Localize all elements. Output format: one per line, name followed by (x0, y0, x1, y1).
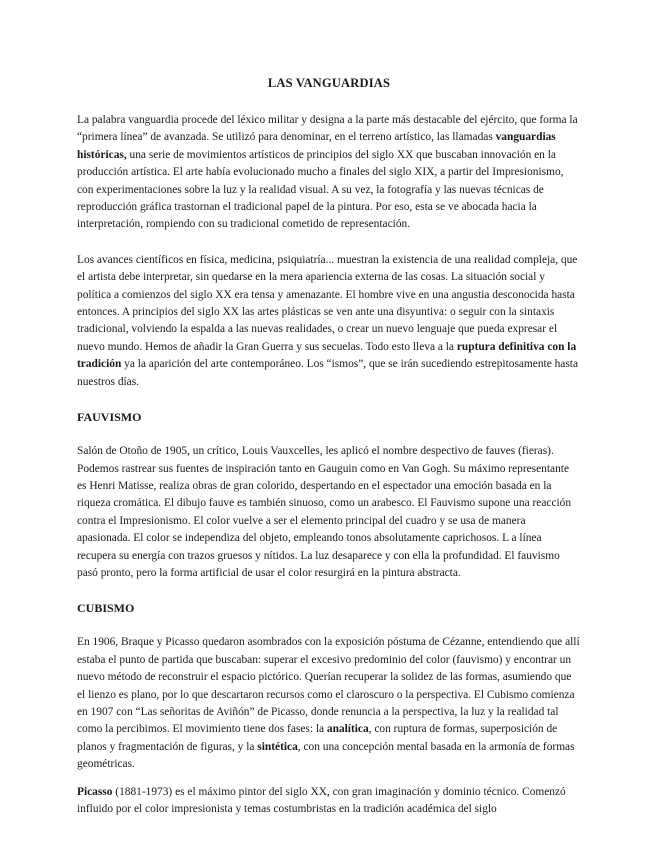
intro-text-2a: Los avances científicos en física, medicina, psiquiatría... muestran la existencia de una realidad compleja, que el artista debe interpretar, sin quedarse en la mera apariencia externa de las cosas. La situación social y política a comienzos del siglo XX era tensa y amenazante. El hombre vive en una angustia desconocida hasta entonces. A principios del siglo XX las artes plásticas se ven ante una disyuntiva: o seguir con la sintaxis tradicional, volviendo la espalda a las nuevas realidades, o crear un nuevo lenguaje que pueda expresar el nuevo mundo. Hemos de añadir la Gran Guerra y sus secuelas. Todo esto lleva a la (77, 253, 578, 353)
cubismo-text-c: , con una concepción mental basada en la armonía de formas geométricas. (77, 740, 575, 771)
intro-paragraph-2 (77, 252, 581, 391)
cubismo-text-a: En 1906, Braque y Picasso quedaron asombrados con la exposición póstuma de Cézanne, entendiendo que allí estaba el punto de partida que buscaban: superar el excesivo predominio del color (fauvismo) y encontrar un nuevo método de reconstruir el espacio pictórico. Querían recuperar la solidez de las formas, asumiendo que el lienzo es plano, por lo que descartaron recursos como el claroscuro o la perspectiva. El Cubismo comienza en 1907 con “Las señoritas de Aviñón” de Picasso, donde renuncia a la perspectiva, la luz y la realidad tal como la percibimos. El movimiento tiene dos fases: la (77, 636, 580, 736)
cubismo-text-b: , con ruptura de formas, superposición de planos y fragmentación de figuras, y la (77, 723, 558, 753)
intro-text-2b: ya la aparición del arte contemporáneo. Los “ismos”, que se irán sucediendo estrepitosamente hasta nuestros días. (77, 358, 579, 388)
cubismo-bold-sintetica: sintética (257, 740, 298, 753)
picasso-text: (1881-1973) es el máximo pintor del siglo XX, con gran imaginación y dominio técnico. Comenzó influido por el color impresionista y temas costumbristas en la tradición académica del siglo (77, 785, 566, 815)
intro-paragraph-1 (77, 112, 581, 234)
intro-text-1a: La palabra vanguardia procede del léxico militar y designa a la parte más destacable del ejército, que forma la “primera línea” de avanzada. Se utilizó para denominar, en el terreno artístico, las llamadas (77, 114, 578, 144)
picasso-bold-name: Picasso (77, 785, 113, 798)
picasso-paragraph (77, 784, 581, 819)
cubismo-bold-analitica: analítica (326, 723, 369, 736)
fauvismo-heading: FAUVISMO (77, 410, 142, 425)
intro-bold-ruptura: ruptura definitiva con la tradición (77, 340, 577, 371)
cubismo-paragraph (77, 634, 581, 773)
document-title: LAS VANGUARDIAS (267, 76, 391, 90)
intro-text-1b: una serie de movimientos artísticos de principios del siglo XX que buscaban innovación en la producción artística. El arte había evolucionado mucho a finales del siglo XIX, a partir del Impresionismo, con experimentaciones sobre la luz y la realidad visual. A su vez, la fotografía y las nuevas técnicas de reproducción gráfica trastornan el tradicional papel de la pintura. Por eso, esta se ve abocada hacia la interpretación, rompiendo con su tradicional cometido de representación. (77, 148, 564, 231)
fauvismo-paragraph: Salón de Otoño de 1905, un crítico, Louis Vauxcelles, les aplicó el nombre despectivo de fauves (fieras). Podemos rastrear sus fuentes de inspiración tanto en Gauguin como en Van Gogh. Su máximo representante es Henri Matisse, realiza obras de gran colorido, despertando en el espectador una emoción basada en la riqueza cromática. El dibujo fauve es también sinuoso, como un arabesco. El Fauvismo supone una reacción contra el Impresionismo. El color vuelve a ser el elemento principal del cuadro y se usa de manera apasionada. El color se independiza del objeto, empleando tonos absolutamente caprichosos. L a línea recupera su energía con trazos gruesos y nítidos. La luz desaparece y con ella la profundidad. El fauvismo pasó pronto, pero la forma artificial de usar el color resurgirá en la pintura abstracta. (77, 445, 572, 579)
cubismo-heading: CUBISMO (77, 601, 135, 616)
intro-bold-vanguardias: vanguardias históricas, (77, 131, 556, 161)
